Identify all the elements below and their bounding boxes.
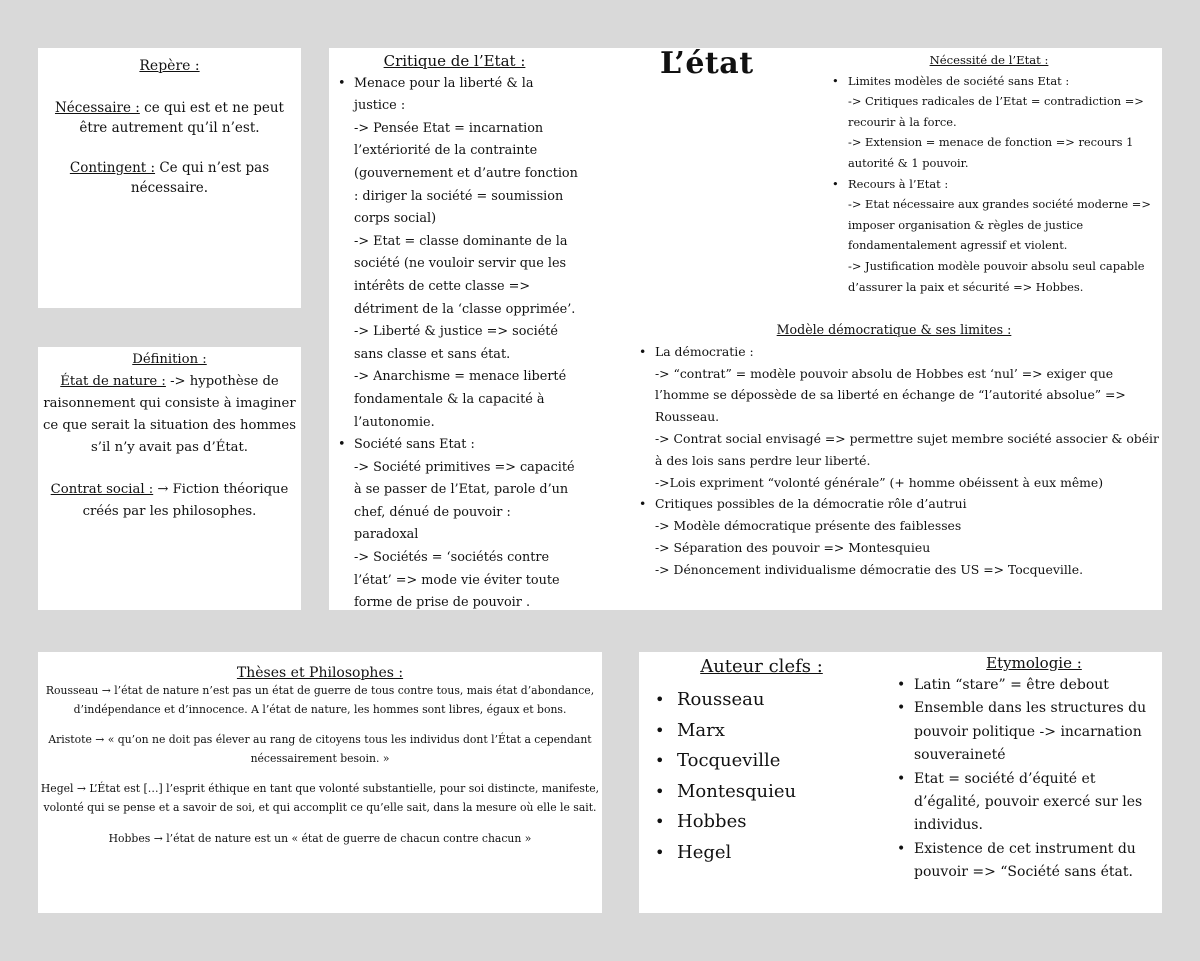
theses-panel	[38, 652, 602, 913]
etymologie-list	[884, 674, 1156, 885]
etymologie-item: • Existence de cet instrument du pouvoir => “Société sans état.	[914, 838, 1156, 885]
contingent-text: Ce qui n’est pas nécessaire.	[130, 160, 270, 196]
these-hobbes: Hobbes → l’état de nature est un « état de guerre de chacun contre chacun »	[108, 831, 532, 845]
necessite-title: Nécessité de l’Etat :	[929, 53, 1049, 67]
contrat-social-term: Contrat social :	[50, 482, 154, 497]
arrow-line: -> Dénoncement individualisme démocratie des US => Tocqueville.	[655, 561, 1084, 577]
etymologie-title: Etymologie :	[986, 654, 1082, 672]
etat-nature-text: -> hypothèse de raisonnement qui consiste à imaginer ce que serait la situation des hommes s’il n’y avait pas d’État.	[42, 374, 297, 455]
contrat-social-text: → Fiction théorique créés par les philosophes.	[82, 482, 289, 519]
auteurs-list	[647, 685, 876, 869]
bullet-heading: • Critiques possibles de la démocratie rôle d’autrui	[629, 493, 1159, 515]
bullet-heading: • La démocratie :	[629, 341, 1159, 363]
contrat-social-definition	[42, 479, 297, 523]
arrow-line: -> Extension = menace de fonction => recours 1 autorité & 1 pouvoir.	[848, 135, 1134, 170]
contingent-definition	[44, 158, 295, 198]
arrow-line: ->Lois expriment “volonté générale” (+ homme obéissent à eux même)	[655, 474, 1104, 490]
these-rousseau: Rousseau → l’état de nature n’est pas un état de guerre de tous contre tous, mais état d’abondance, d’indépendance et d’innocence. A l’état de nature, les hommes sont libres, égaux et bons.	[45, 684, 595, 716]
modele-title: Modèle démocratique & ses limites :	[776, 322, 1012, 337]
necessaire-definition	[44, 98, 295, 138]
auteur-item: • Marx	[677, 716, 876, 747]
repere-panel	[38, 48, 301, 308]
bullet-heading: • Recours à l’Etat :	[822, 174, 1156, 195]
page-title: L’état	[660, 48, 754, 81]
etat-nature-definition	[42, 371, 297, 459]
etymologie-item: • Ensemble dans les structures du pouvoir politique -> incarnation souveraineté	[914, 697, 1156, 767]
modele-list	[629, 341, 1159, 581]
these-hegel: Hegel → L’État est […] l’esprit éthique en tant que volonté substantielle, pour soi distincte, manifeste, volonté qui se pense et a savoir de soi, et qui accomplit ce qu’elle sait, dans la mesure où elle le sait.	[40, 782, 600, 814]
theses-title: Thèses et Philosophes :	[236, 665, 404, 681]
etat-nature-term: État de nature :	[60, 374, 166, 389]
critique-list	[330, 73, 579, 610]
modele-section	[629, 319, 1159, 581]
contingent-term: Contingent :	[69, 160, 156, 176]
arrow-line: -> Liberté & justice => société sans classe et sans état.	[354, 324, 558, 362]
arrow-line: -> Justification modèle pouvoir absolu seul capable d’assurer la paix et sécurité => Hobbes.	[848, 258, 1145, 294]
definition-panel	[38, 347, 301, 610]
critique-section	[330, 50, 579, 610]
arrow-line: -> Etat nécessaire aux grandes société moderne => imposer organisation & règles de justice fondamentalement agressif et violent.	[848, 197, 1151, 253]
necessaire-text: ce qui est et ne peut être autrement qu’il n’est.	[79, 100, 284, 136]
auteurs-panel	[639, 652, 884, 913]
auteur-item: • Hegel	[677, 838, 876, 869]
main-panel	[329, 48, 1162, 610]
auteur-item: • Rousseau	[677, 685, 876, 716]
auteur-item: • Hobbes	[677, 807, 876, 838]
bullet-heading: • Limites modèles de société sans Etat :	[822, 71, 1156, 92]
repere-title: Repère :	[139, 58, 200, 74]
auteurs-title: Auteur clefs :	[700, 656, 823, 677]
arrow-line: -> Modèle démocratique présente des faiblesses	[655, 518, 962, 534]
arrow-line: -> Contrat social envisagé => permettre sujet membre société associer & obéir à des lois sans perdre leur liberté.	[655, 430, 1159, 468]
auteur-item: • Montesquieu	[677, 777, 876, 808]
arrow-line: -> Société primitives => capacité à se passer de l’Etat, parole d’un chef, dénué de pouvoir : paradoxal	[354, 459, 575, 543]
etymologie-panel	[884, 652, 1162, 913]
auteur-item: • Tocqueville	[677, 746, 876, 777]
etymologie-item: • Etat = société d’équité et d’égalité, pouvoir exercé sur les individus.	[914, 768, 1156, 838]
arrow-line: -> Etat = classe dominante de la société (ne vouloir servir que les intérêts de cette classe => détriment de la ‘classe opprimée’.	[354, 233, 576, 317]
etymologie-item: • Latin “stare” = être debout	[914, 674, 1156, 697]
arrow-line: -> Pensée Etat = incarnation l’extériorité de la contrainte (gouvernement et d’autre fonction : diriger la société = soumission corps social)	[354, 120, 578, 227]
these-aristote: Aristote → « qu’on ne doit pas élever au rang de citoyens tous les individus dont l’État a cependant nécessairement besoin. »	[48, 733, 592, 765]
arrow-line: -> Critiques radicales de l’Etat = contradiction => recourir à la force.	[848, 94, 1144, 129]
arrow-line: -> Anarchisme = menace liberté fondamentale & la capacité à l’autonomie.	[354, 369, 567, 430]
bullet-heading: • Société sans Etat :	[330, 434, 579, 457]
definition-title: Définition :	[132, 352, 207, 367]
arrow-line: -> Sociétés = ‘sociétés contre l’état’ => mode vie éviter toute forme de prise de pouvoir .	[354, 550, 560, 610]
arrow-line: -> Séparation des pouvoir => Montesquieu	[655, 539, 931, 555]
critique-title: Critique de l’Etat :	[383, 52, 526, 70]
arrow-line: -> “contrat” = modèle pouvoir absolu de Hobbes est ‘nul’ => exiger que l’homme se dépossède de sa liberté en échange de “l’autorité absolue” => Rousseau.	[655, 365, 1126, 425]
bullet-heading: • Menace pour la liberté & la justice :	[330, 73, 579, 118]
necessite-list	[822, 71, 1156, 298]
necessite-section	[822, 50, 1156, 297]
necessaire-term: Nécessaire :	[54, 100, 140, 116]
